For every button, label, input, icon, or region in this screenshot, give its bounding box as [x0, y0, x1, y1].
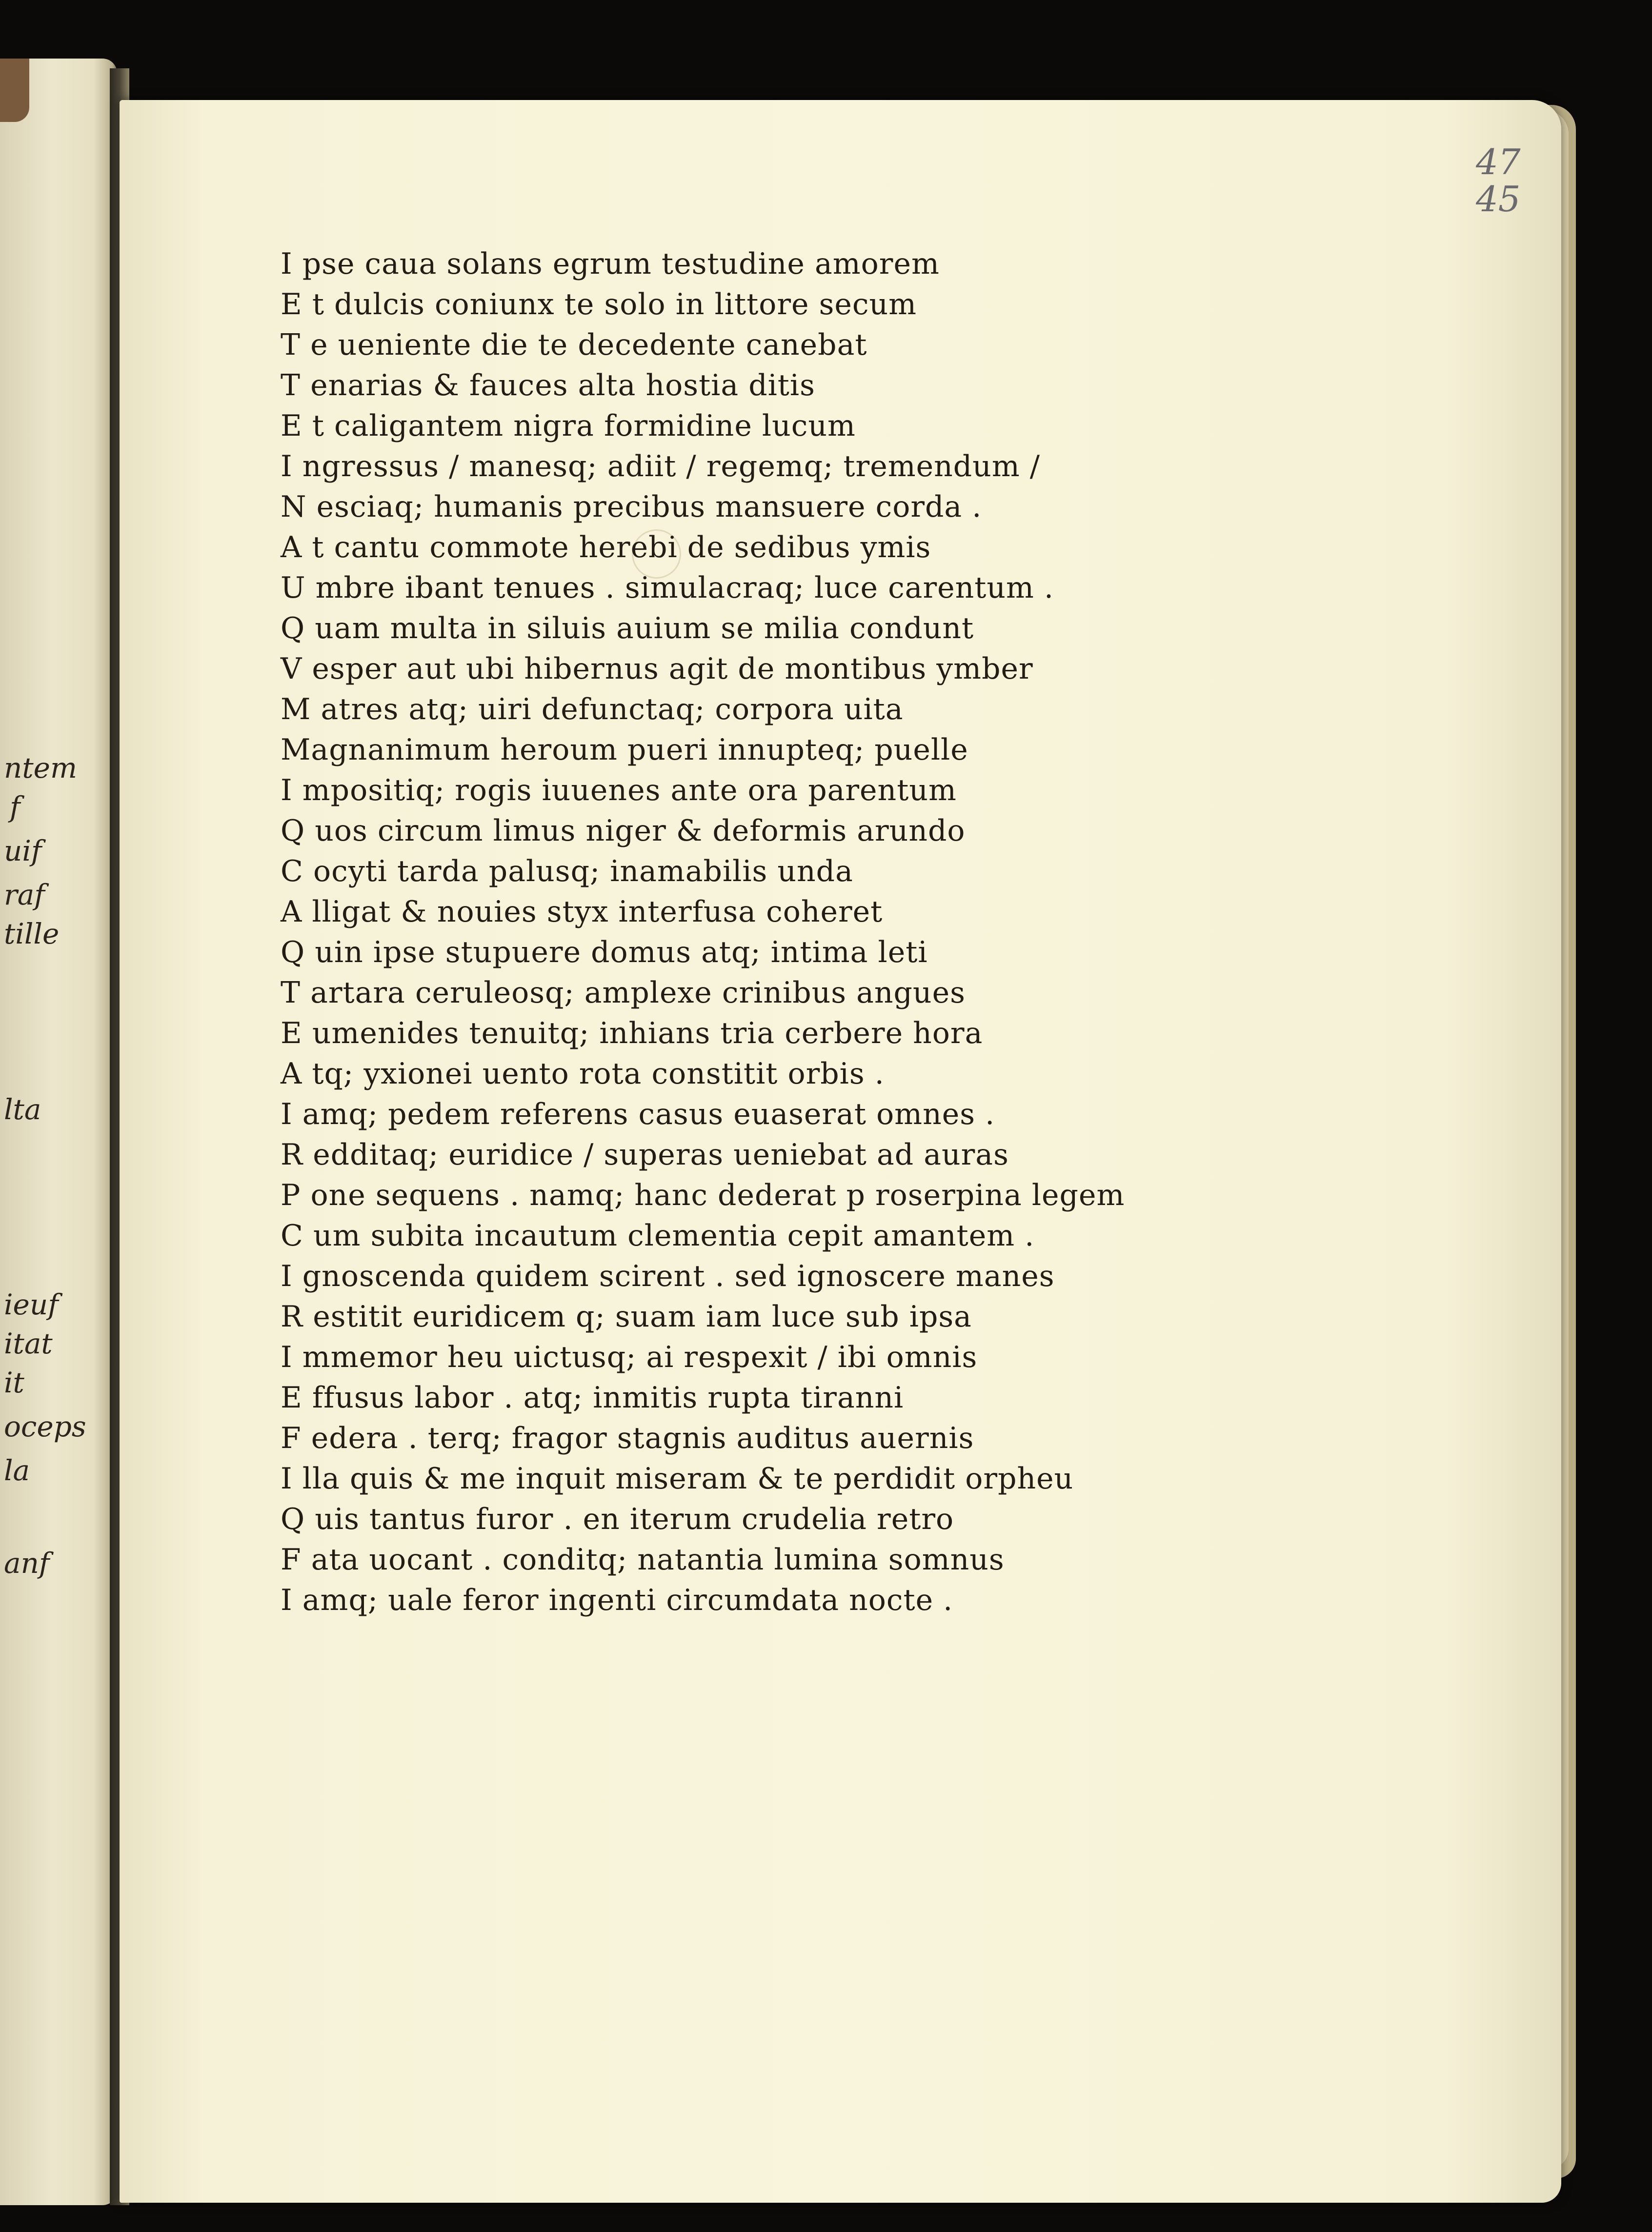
folio-number-old: 47: [1476, 141, 1521, 182]
left-page-fragment: uif: [4, 834, 42, 867]
verse-line: I amq; pedem referens casus euaserat omnes .: [281, 1097, 995, 1131]
left-page-fragment: la: [4, 1454, 30, 1487]
verse-line: C um subita incautum clementia cepit amantem .: [281, 1219, 1035, 1253]
verse-line: I amq; uale feror ingenti circumdata nocte .: [281, 1583, 953, 1617]
verse-line: F ata uocant . conditq; natantia lumina somnus: [281, 1543, 1005, 1577]
verse-line: E t dulcis coniunx te solo in littore secum: [281, 287, 917, 322]
verse-line: Q uis tantus furor . en iterum crudelia retro: [281, 1502, 954, 1536]
left-page-fragment: raf: [4, 878, 45, 911]
verse-line: I lla quis & me inquit miseram & te perdidit orpheu: [281, 1462, 1074, 1496]
left-page-fragment: ntem: [4, 751, 77, 784]
left-page-fragment: itat: [4, 1327, 53, 1360]
verse-text-block: [281, 244, 1281, 1621]
left-page-fragment: it: [4, 1366, 24, 1399]
verse-line: I ngressus / manesq; adiit / regemq; tremendum /: [281, 449, 1040, 483]
verse-line: I gnoscenda quidem scirent . sed ignoscere manes: [281, 1259, 1055, 1293]
left-page-fragment: ieuf: [4, 1288, 59, 1321]
verse-line: F edera . terq; fragor stagnis auditus auernis: [281, 1421, 974, 1455]
verse-line: M atres atq; uiri defunctaq; corpora uita: [281, 692, 904, 726]
verse-line: A lligat & nouies styx interfusa coheret: [281, 895, 883, 929]
verse-line: E t caligantem nigra formidine lucum: [281, 409, 856, 443]
verse-line: R estitit euridicem q; suam iam luce sub ipsa: [281, 1300, 972, 1334]
left-page-fragment: tille: [4, 917, 60, 950]
verse-line: I mpositiq; rogis iuuenes ante ora parentum: [281, 773, 957, 807]
verse-line: E ffusus labor . atq; inmitis rupta tiranni: [281, 1381, 904, 1415]
verse-line: Q uos circum limus niger & deformis arundo: [281, 814, 966, 848]
left-facing-page: [0, 59, 117, 2205]
verse-line: V esper aut ubi hibernus agit de montibus ymber: [281, 652, 1033, 686]
verse-line: U mbre ibant tenues . simulacraq; luce carentum .: [281, 571, 1054, 605]
verse-line: I pse caua solans egrum testudine amorem: [281, 247, 940, 281]
left-page-fragment: lta: [4, 1093, 41, 1126]
verse-line: N esciaq; humanis precibus mansuere corda .: [281, 490, 982, 524]
verse-line: A t cantu commote herebi de sedibus ymis: [281, 530, 931, 564]
verse-line: Q uam multa in siluis auium se milia condunt: [281, 611, 974, 645]
verse-line: I mmemor heu uictusq; ai respexit / ibi omnis: [281, 1340, 978, 1374]
verse-line: T e ueniente die te decedente canebat: [281, 328, 867, 362]
verse-line: A tq; yxionei uento rota constitit orbis .: [281, 1057, 885, 1091]
binding-corner: [0, 59, 29, 122]
verse-line: T artara ceruleosq; amplexe crinibus angues: [281, 976, 966, 1010]
recto-page: [120, 100, 1561, 2203]
folio-number: [1476, 141, 1521, 220]
folio-number-new: 45: [1476, 178, 1521, 220]
verse-line: Magnanimum heroum pueri innupteq; puelle: [281, 733, 968, 767]
verse-line: E umenides tenuitq; inhians tria cerbere hora: [281, 1016, 983, 1050]
verse-line: R edditaq; euridice / superas ueniebat ad auras: [281, 1138, 1009, 1172]
left-page-fragment: oceps: [4, 1410, 86, 1443]
verse-line: Q uin ipse stupuere domus atq; intima leti: [281, 935, 928, 969]
verse-line: T enarias & fauces alta hostia ditis: [281, 368, 815, 402]
left-page-fragment: f: [10, 790, 20, 824]
left-page-fragment: anf: [4, 1547, 50, 1580]
verse-line: C ocyti tarda palusq; inamabilis unda: [281, 854, 853, 888]
verse-line: P one sequens . namq; hanc dederat p roserpina legem: [281, 1178, 1125, 1212]
